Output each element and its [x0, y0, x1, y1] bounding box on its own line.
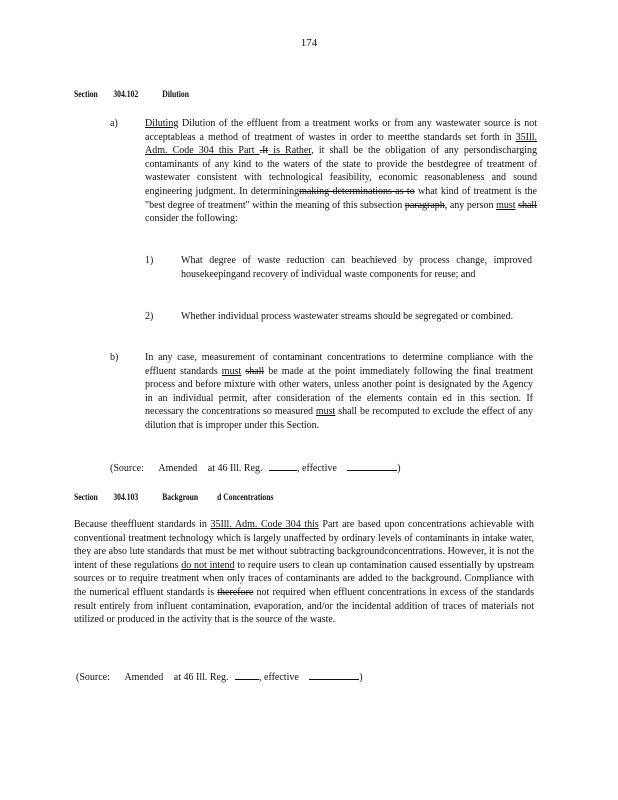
section-label: Section	[74, 89, 98, 99]
subsection-a-marker: a)	[110, 118, 118, 129]
section-heading-304-103	[74, 492, 273, 502]
section-title: Backgroun	[162, 492, 199, 502]
deleted-text: shall	[518, 199, 537, 211]
inserted-text: is Rather	[268, 145, 312, 157]
item-2-marker: 2)	[145, 311, 154, 322]
deleted-text: making determinations as to	[299, 185, 415, 197]
inserted-text: this Part	[213, 145, 260, 157]
inserted-text: 35Ill. Adm. Code 304	[145, 131, 537, 157]
blank-line	[347, 470, 397, 471]
blank-line	[235, 679, 259, 680]
subsection-b-text: In any case, measurement of contaminant concentrations to determine compliance with the effluent standards must shall be made at the point immediately following the final treatment process and before mixture with other waters, unless another point is designated by the Agency in an individual permit, after consideration of the elements contain ed in this section. If necessary the concentrations so measured must shall be recomputed to exclude the effect of any dilution that is improper under this Section.	[145, 352, 534, 431]
section-title-cont: d Concentrations	[217, 492, 274, 502]
section-number: 304.102	[113, 89, 139, 99]
blank-line	[309, 679, 359, 680]
inserted-text: do not intend	[181, 559, 235, 571]
subsection-b-marker: b)	[110, 352, 119, 363]
item-2-text: Whether individual process wastewater streams should be segregated or combined.	[181, 311, 514, 322]
section-label: Section	[74, 492, 98, 502]
inserted-text: this	[300, 519, 319, 530]
inserted-text: must	[496, 199, 516, 211]
section-304-103-text: Because theeffluent standards in 35Ill. Adm. Code 304 this Part are based upon concentrations achievable with conventional treatment technology which is largely unaffected by ordinary levels of contaminants in intake water, they are abso lute standards that must be met without subtracting backgroundconcentrations. However, it is not the intent of these regulations do not intend to require users to clean up contamination caused essentially by upstream sources or to require treatment when only traces of contaminants are added to the background. Compliance with the numerical effluent standards is therefore not required when effluent concentrations in excess of the standards result entirely from influent contamination, evaporation, and/or the incidental addition of traces of materials not utilized or produced in the activity that is the source of the waste.	[74, 519, 534, 626]
inserted-text: must	[315, 406, 336, 418]
page-number: 174	[300, 37, 318, 49]
section-heading-304-102	[74, 89, 189, 99]
subsection-a-text: Diluting Dilution of the effluent from a treatment works or from any wastewater source is not acceptableas a method of treatment of wastes in order to meetthe standards set forth in 35Ill. Adm. Code 304 this Part .It is Rather, it shall be the obligation of any persondischarging contaminants of any kind to the waters of the state to provide the bestdegree of treatment of wastewater consistent with technological feasibility, economic reasonableness and sound engineering judgment. In determiningmaking determinations as to what kind of treatment is the "best degree of treatment" within the meaning of this subsection paragraph, any person must shall consider the following:	[145, 118, 538, 225]
item-1-marker: 1)	[145, 255, 154, 266]
deleted-text: shall	[245, 365, 265, 377]
inserted-text: 35Ill. Adm. Code 304	[210, 519, 301, 530]
inserted-text: Diluting	[145, 118, 179, 129]
section-number: 304.103	[113, 492, 139, 502]
source-note-304-102: (Source: Amended at 46 Ill. Reg. , effective )	[110, 463, 401, 474]
deleted-text: paragraph	[404, 199, 445, 211]
section-title: Dilution	[162, 89, 189, 99]
inserted-text: must	[221, 365, 242, 377]
deleted-text: .It	[259, 145, 269, 157]
deleted-text: therefore	[217, 586, 254, 598]
source-note-304-103: (Source: Amended at 46 Ill. Reg. , effective )	[76, 672, 363, 683]
blank-line	[269, 470, 297, 471]
item-1-text: What degree of waste reduction can beachieved by process change, improved housekeepingand recovery of individual waste components for reuse; and	[181, 255, 532, 280]
